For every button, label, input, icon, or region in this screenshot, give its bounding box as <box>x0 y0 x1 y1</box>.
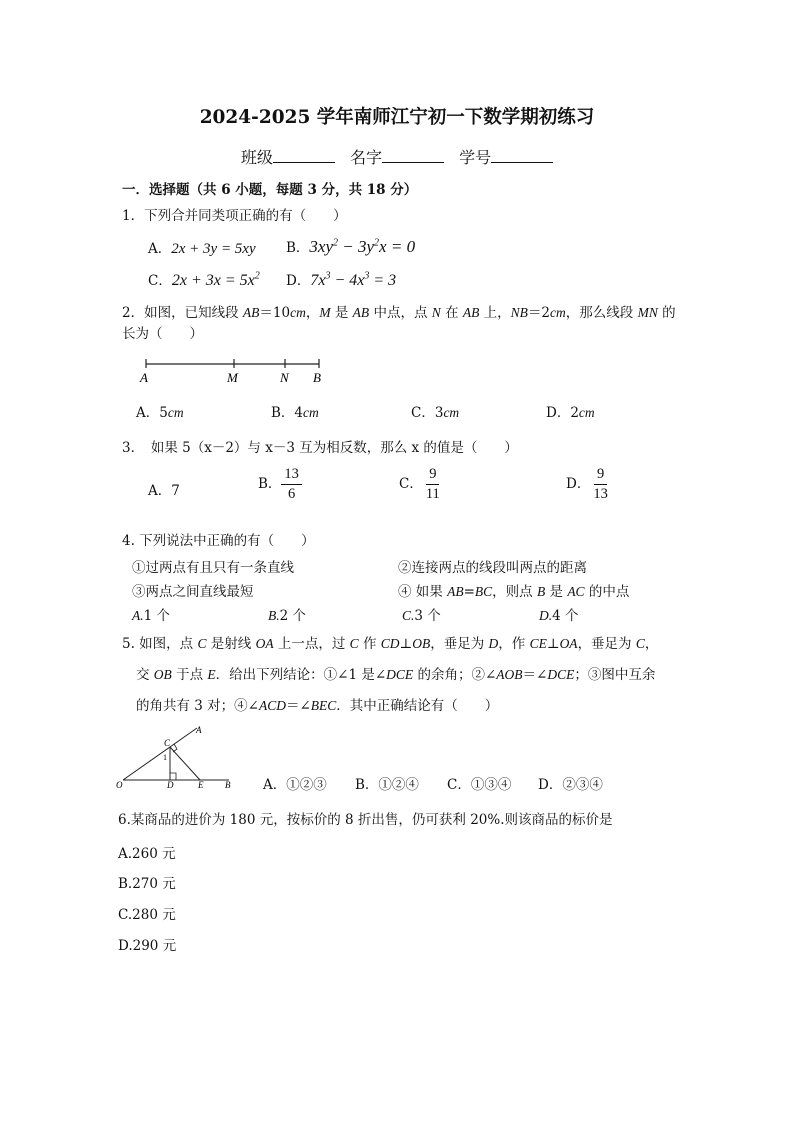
q3-option-a: A．7 <box>148 483 180 499</box>
name-blank[interactable] <box>382 148 444 163</box>
q2-segment-figure <box>138 355 338 389</box>
q4-option-d: D.4 个 <box>539 608 579 624</box>
label-o: O <box>116 780 123 790</box>
q5-option-c: C．①③④ <box>447 777 512 793</box>
page-title: 2024-2025 学年南师江宁初一下数学期初练习 <box>199 107 595 128</box>
q6-stem: 6.某商品的进价为 180 元，按标价的 8 折出售，仍可获利 20%.则该商品的标价是 <box>118 812 613 828</box>
section-heading: 一．选择题（共 6 小题，每题 3 分，共 18 分） <box>122 182 418 198</box>
segment-ce <box>170 747 200 780</box>
q5-stem-line2: 交 OB 于点 E．给出下列结论：①∠1 是∠DCE 的余角；②∠AOB＝∠DCE；③图中互余 <box>136 667 656 683</box>
fraction: $\frac{9}{13}$ <box>593 466 608 502</box>
fraction: $\frac{9}{11}$ <box>425 466 440 502</box>
q2-option-b: B．4cm <box>271 405 319 421</box>
student-info-line <box>0 145 794 168</box>
q6-option-d: D.290 元 <box>118 938 177 954</box>
q1-option-c: C．$2x + 3x = 5x^2$ <box>148 270 260 289</box>
q5-option-b: B．①②④ <box>355 777 419 793</box>
q3-option-d: D． $\frac{9}{13}$ <box>566 466 611 503</box>
label-c: C <box>164 738 171 748</box>
label-a: A <box>196 725 202 735</box>
label-m: M <box>227 370 238 385</box>
q1-option-a: A．2x + 3y = 5xy <box>148 241 256 257</box>
right-angle-d <box>170 773 176 780</box>
q5-option-d: D．②③④ <box>538 777 603 793</box>
q4-statement-4: ④ 如果 AB=BC，则点 B 是 AC 的中点 <box>398 584 630 600</box>
label-e: E <box>198 780 204 790</box>
q1-option-b: B．$3xy^2 - 3y^2x = 0$ <box>286 237 416 256</box>
label-d: D <box>167 780 174 790</box>
q2-stem-line2: 长为（ ） <box>122 326 203 342</box>
q3-stem: 3． 如果 5（x－2）与 x－3 互为相反数，那么 x 的值是（ ） <box>122 440 518 456</box>
q5-geometry-figure <box>115 722 245 792</box>
id-blank[interactable] <box>491 148 553 163</box>
q4-statement-1: ①过两点有且只有一条直线 <box>132 560 294 576</box>
label-a: A <box>140 370 148 385</box>
q4-option-a: A.1 个 <box>132 608 171 624</box>
label-b: B <box>313 370 321 385</box>
label-n: N <box>280 370 289 385</box>
q5-option-a: A．①②③ <box>263 777 327 793</box>
label-b: B <box>225 780 231 790</box>
q2-option-c: C．3cm <box>411 405 460 421</box>
q5-stem-line3: 的角共有 3 对；④∠ACD＝∠BEC．其中正确结论有（ ） <box>136 698 499 714</box>
q3-option-c: C． $\frac{9}{11}$ <box>399 466 443 503</box>
q6-option-a: A.260 元 <box>118 846 176 862</box>
q6-option-b: B.270 元 <box>118 876 176 892</box>
ray-oa <box>123 728 197 780</box>
q4-stem: 4. 下列说法中正确的有（ ） <box>122 533 315 549</box>
class-label: 班级 <box>240 148 273 167</box>
label-angle-1: 1 <box>163 753 167 762</box>
q5-stem-line1: 5. 如图，点 C 是射线 OA 上一点，过 C 作 CD⊥OB，垂足为 D，作 CE⊥OA，垂足为 C， <box>122 636 659 652</box>
name-label: 名字 <box>349 148 382 167</box>
q2-option-a: A．5cm <box>136 405 184 421</box>
fraction: $\frac{13}{6}$ <box>281 466 302 503</box>
id-label: 学号 <box>459 148 492 167</box>
q1-stem: 1．下列合并同类项正确的有（ ） <box>122 208 347 224</box>
q3-option-b: B． $\frac{13}{6}$ <box>258 466 302 503</box>
q2-option-d: D．2cm <box>546 405 595 421</box>
q4-statement-2: ②连接两点的线段叫两点的距离 <box>398 560 587 576</box>
class-blank[interactable] <box>273 148 335 163</box>
q4-statement-3: ③两点之间直线最短 <box>132 584 254 600</box>
q6-option-c: C.280 元 <box>118 907 176 923</box>
q4-option-c: C.3 个 <box>402 608 441 624</box>
q4-option-b: B.2 个 <box>268 608 307 624</box>
q2-stem-line1: 2．如图，已知线段 AB＝10cm，M 是 AB 中点，点 N 在 AB 上，NB＝2cm，那么线段 MN 的 <box>122 305 676 321</box>
q1-option-d: D．$7x^3 - 4x^3 = 3$ <box>286 270 397 289</box>
